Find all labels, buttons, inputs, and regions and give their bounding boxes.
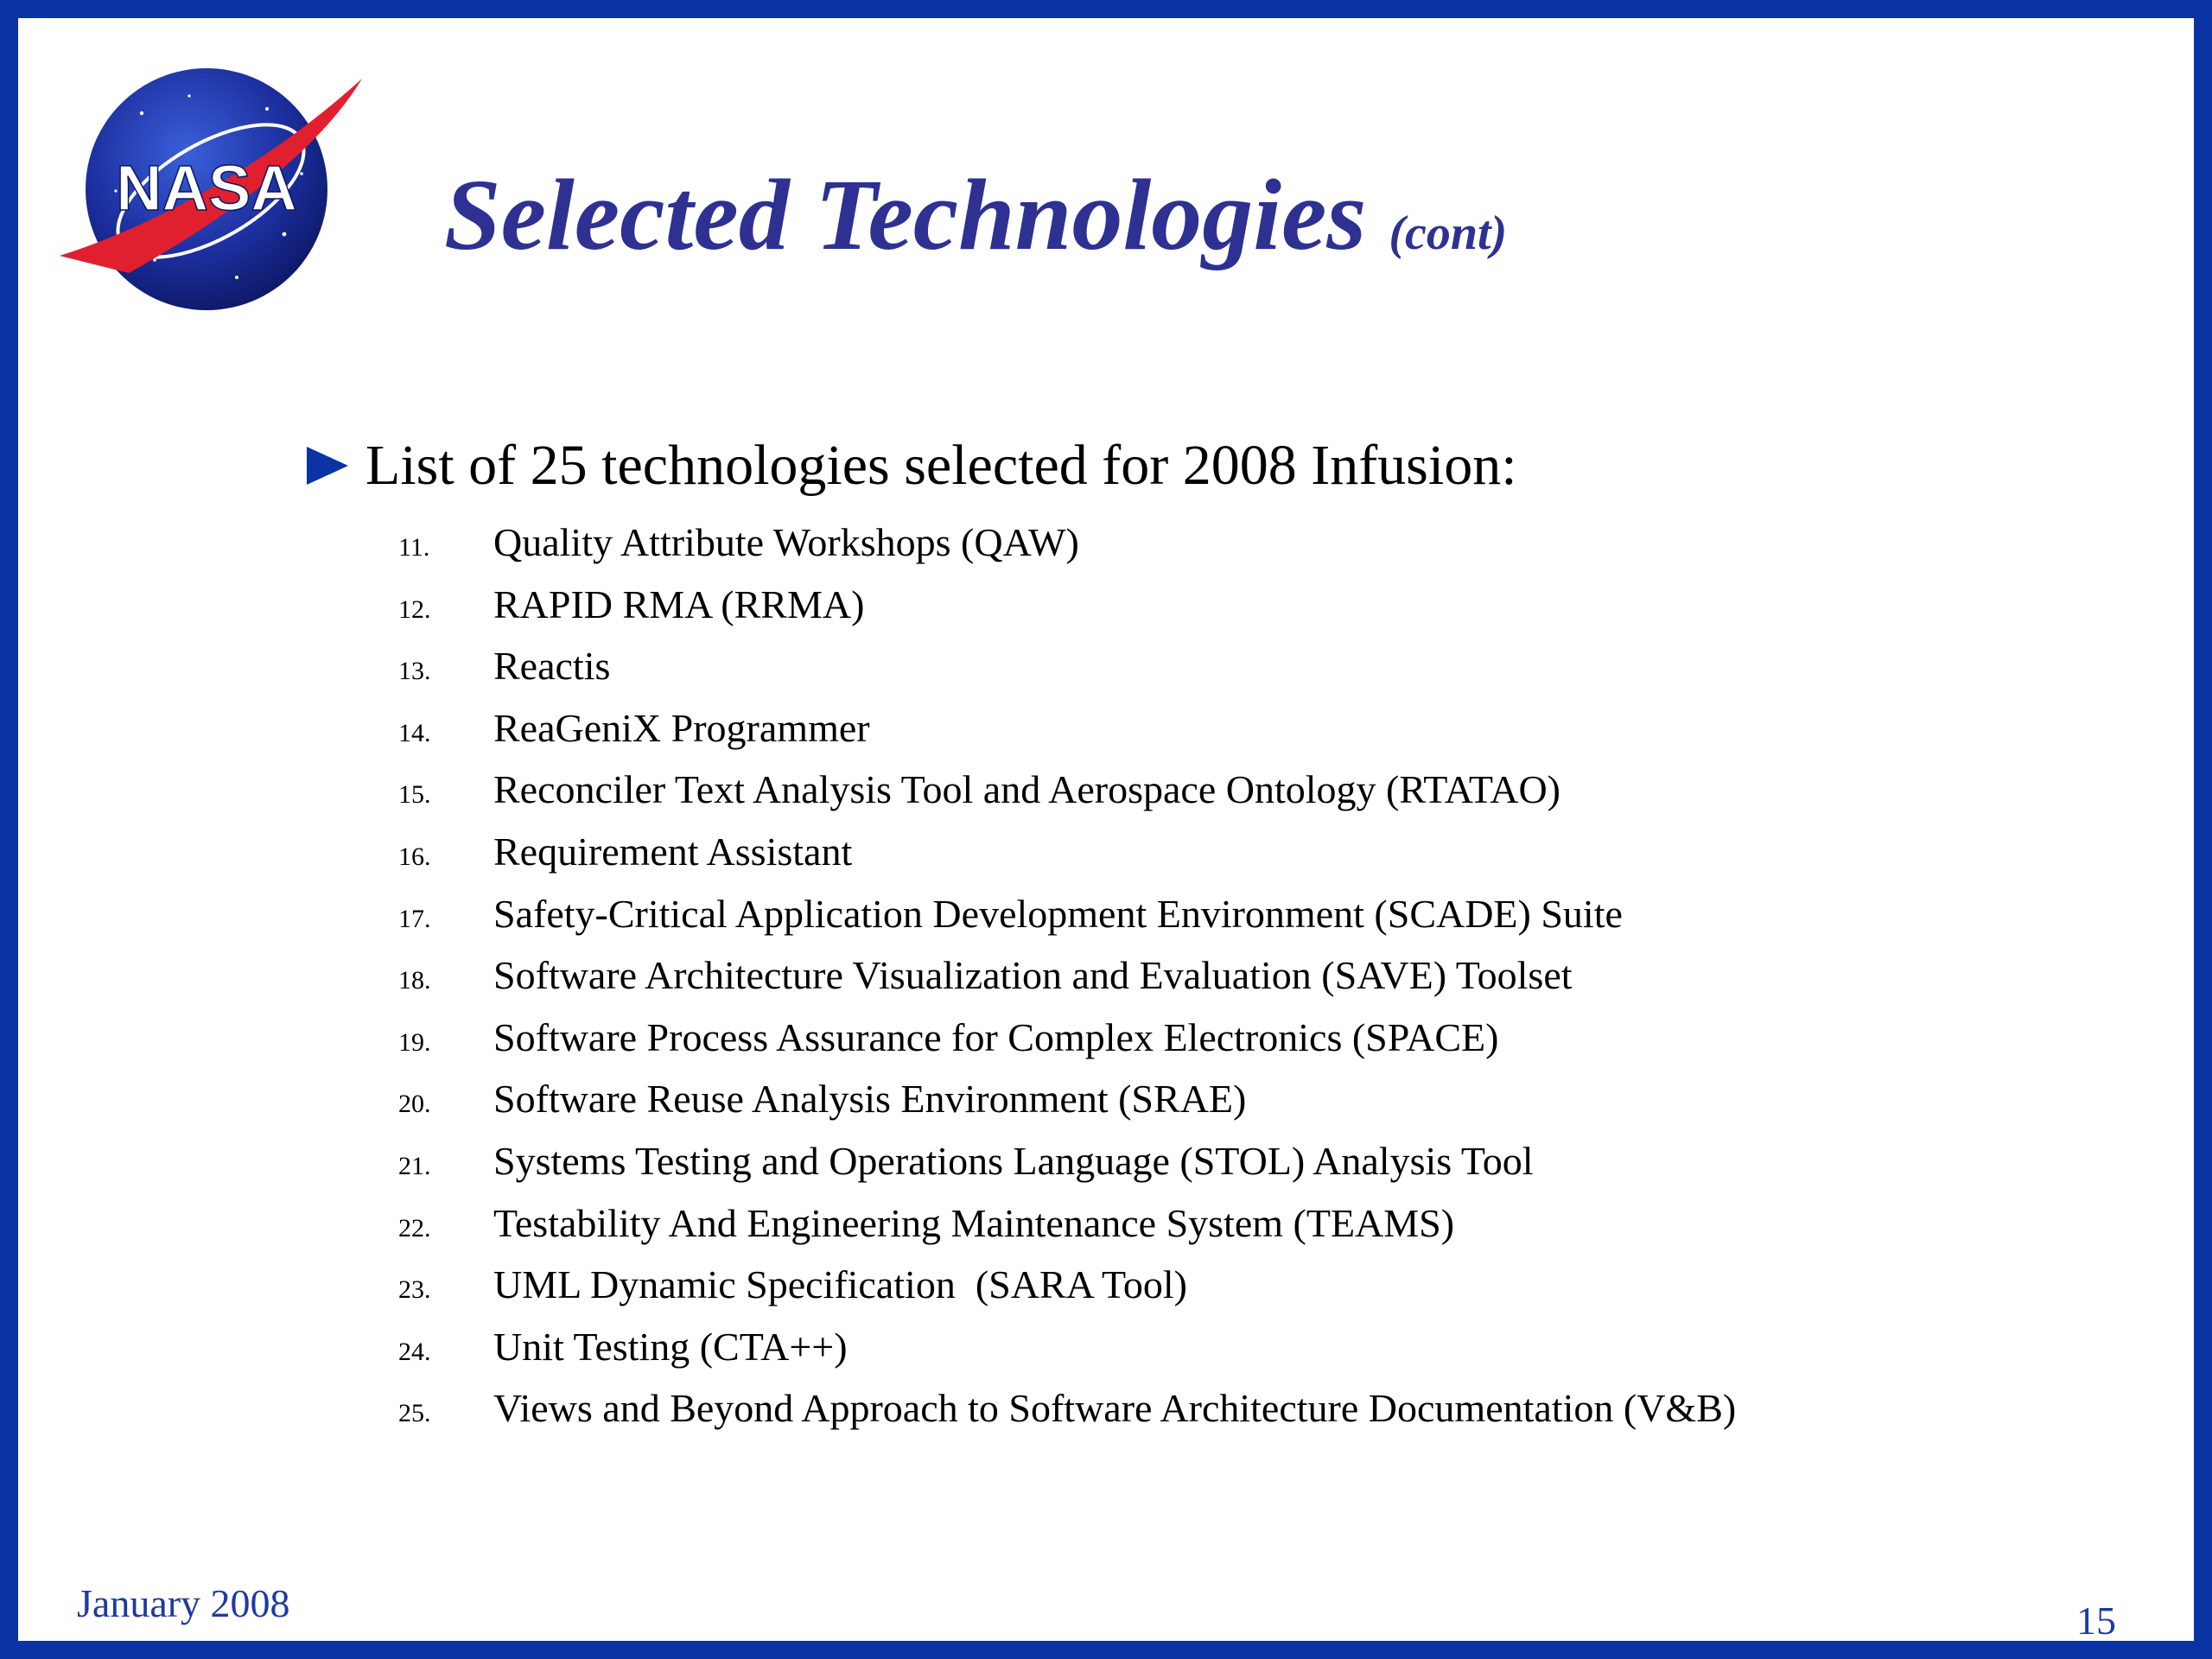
list-item-label: Software Architecture Visualization and Evaluation (SAVE) Toolset [493, 953, 1573, 998]
list-item-label: Reconciler Text Analysis Tool and Aerospace Ontology (RTATAO) [493, 767, 1560, 812]
list-item-label: Reactis [493, 644, 611, 689]
list-item-label: ReaGeniX Programmer [493, 705, 870, 750]
list-item-label: UML Dynamic Specification (SARA Tool) [493, 1262, 1187, 1307]
list-item [398, 766, 1736, 829]
list-item-number: 21. [398, 1151, 431, 1180]
list-item [398, 891, 1736, 953]
list-item [398, 1324, 1736, 1386]
technology-list [398, 519, 1736, 1447]
page-number: 15 [2076, 1599, 2116, 1643]
list-item-number: 11. [398, 533, 430, 562]
list-item-number: 22. [398, 1213, 431, 1243]
list-item-number: 15. [398, 780, 431, 810]
list-item [398, 519, 1736, 582]
intro-text: List of 25 technologies selected for 2008 Infusion: [365, 434, 1517, 497]
list-item [398, 705, 1736, 767]
list-item-number: 13. [398, 657, 431, 686]
list-item [398, 643, 1736, 705]
list-item-label: Safety-Critical Application Development Environment (SCADE) Suite [493, 891, 1623, 936]
list-item-label: Systems Testing and Operations Language (STOL) Analysis Tool [493, 1138, 1534, 1183]
list-item-label: Views and Beyond Approach to Software Architecture Documentation (V&B) [493, 1386, 1737, 1431]
list-item-number: 16. [398, 842, 431, 871]
list-item [398, 1014, 1736, 1077]
list-item-number: 23. [398, 1275, 431, 1305]
list-item-number: 20. [398, 1090, 431, 1119]
list-item-number: 25. [398, 1399, 431, 1428]
list-item [398, 1200, 1736, 1262]
logo-text: NASA [116, 152, 297, 224]
list-item-label: Software Process Assurance for Complex Electronics (SPACE) [493, 1014, 1499, 1059]
list-item-number: 14. [398, 718, 431, 747]
list-item-label: Software Reuse Analysis Environment (SRAE) [493, 1077, 1247, 1122]
list-item-number: 12. [398, 594, 431, 624]
list-item-number: 18. [398, 966, 431, 995]
slide-title [444, 156, 1507, 274]
footer-date: January 2008 [77, 1581, 290, 1625]
slide-title-suffix: (cont) [1389, 207, 1508, 260]
list-item [398, 1262, 1736, 1324]
list-item-label: Requirement Assistant [493, 829, 853, 874]
slide-title-main: Selected Technologies [444, 158, 1367, 271]
list-item-label: Testability And Engineering Maintenance System (TEAMS) [493, 1200, 1455, 1245]
list-item [398, 582, 1736, 644]
list-item [398, 829, 1736, 891]
list-item-label: RAPID RMA (RRMA) [493, 582, 865, 626]
list-item-number: 17. [398, 904, 431, 933]
nasa-logo [51, 61, 379, 321]
list-item [398, 1138, 1736, 1200]
intro-bullet [303, 433, 1517, 499]
right-triangle-bullet-icon [303, 442, 352, 490]
list-item-label: Quality Attribute Workshops (QAW) [493, 520, 1079, 564]
list-item-number: 24. [398, 1337, 431, 1366]
list-item [398, 1076, 1736, 1138]
list-item-label: Unit Testing (CTA++) [493, 1324, 848, 1369]
list-item [398, 952, 1736, 1014]
list-item-number: 19. [398, 1027, 431, 1057]
list-item [398, 1385, 1736, 1447]
